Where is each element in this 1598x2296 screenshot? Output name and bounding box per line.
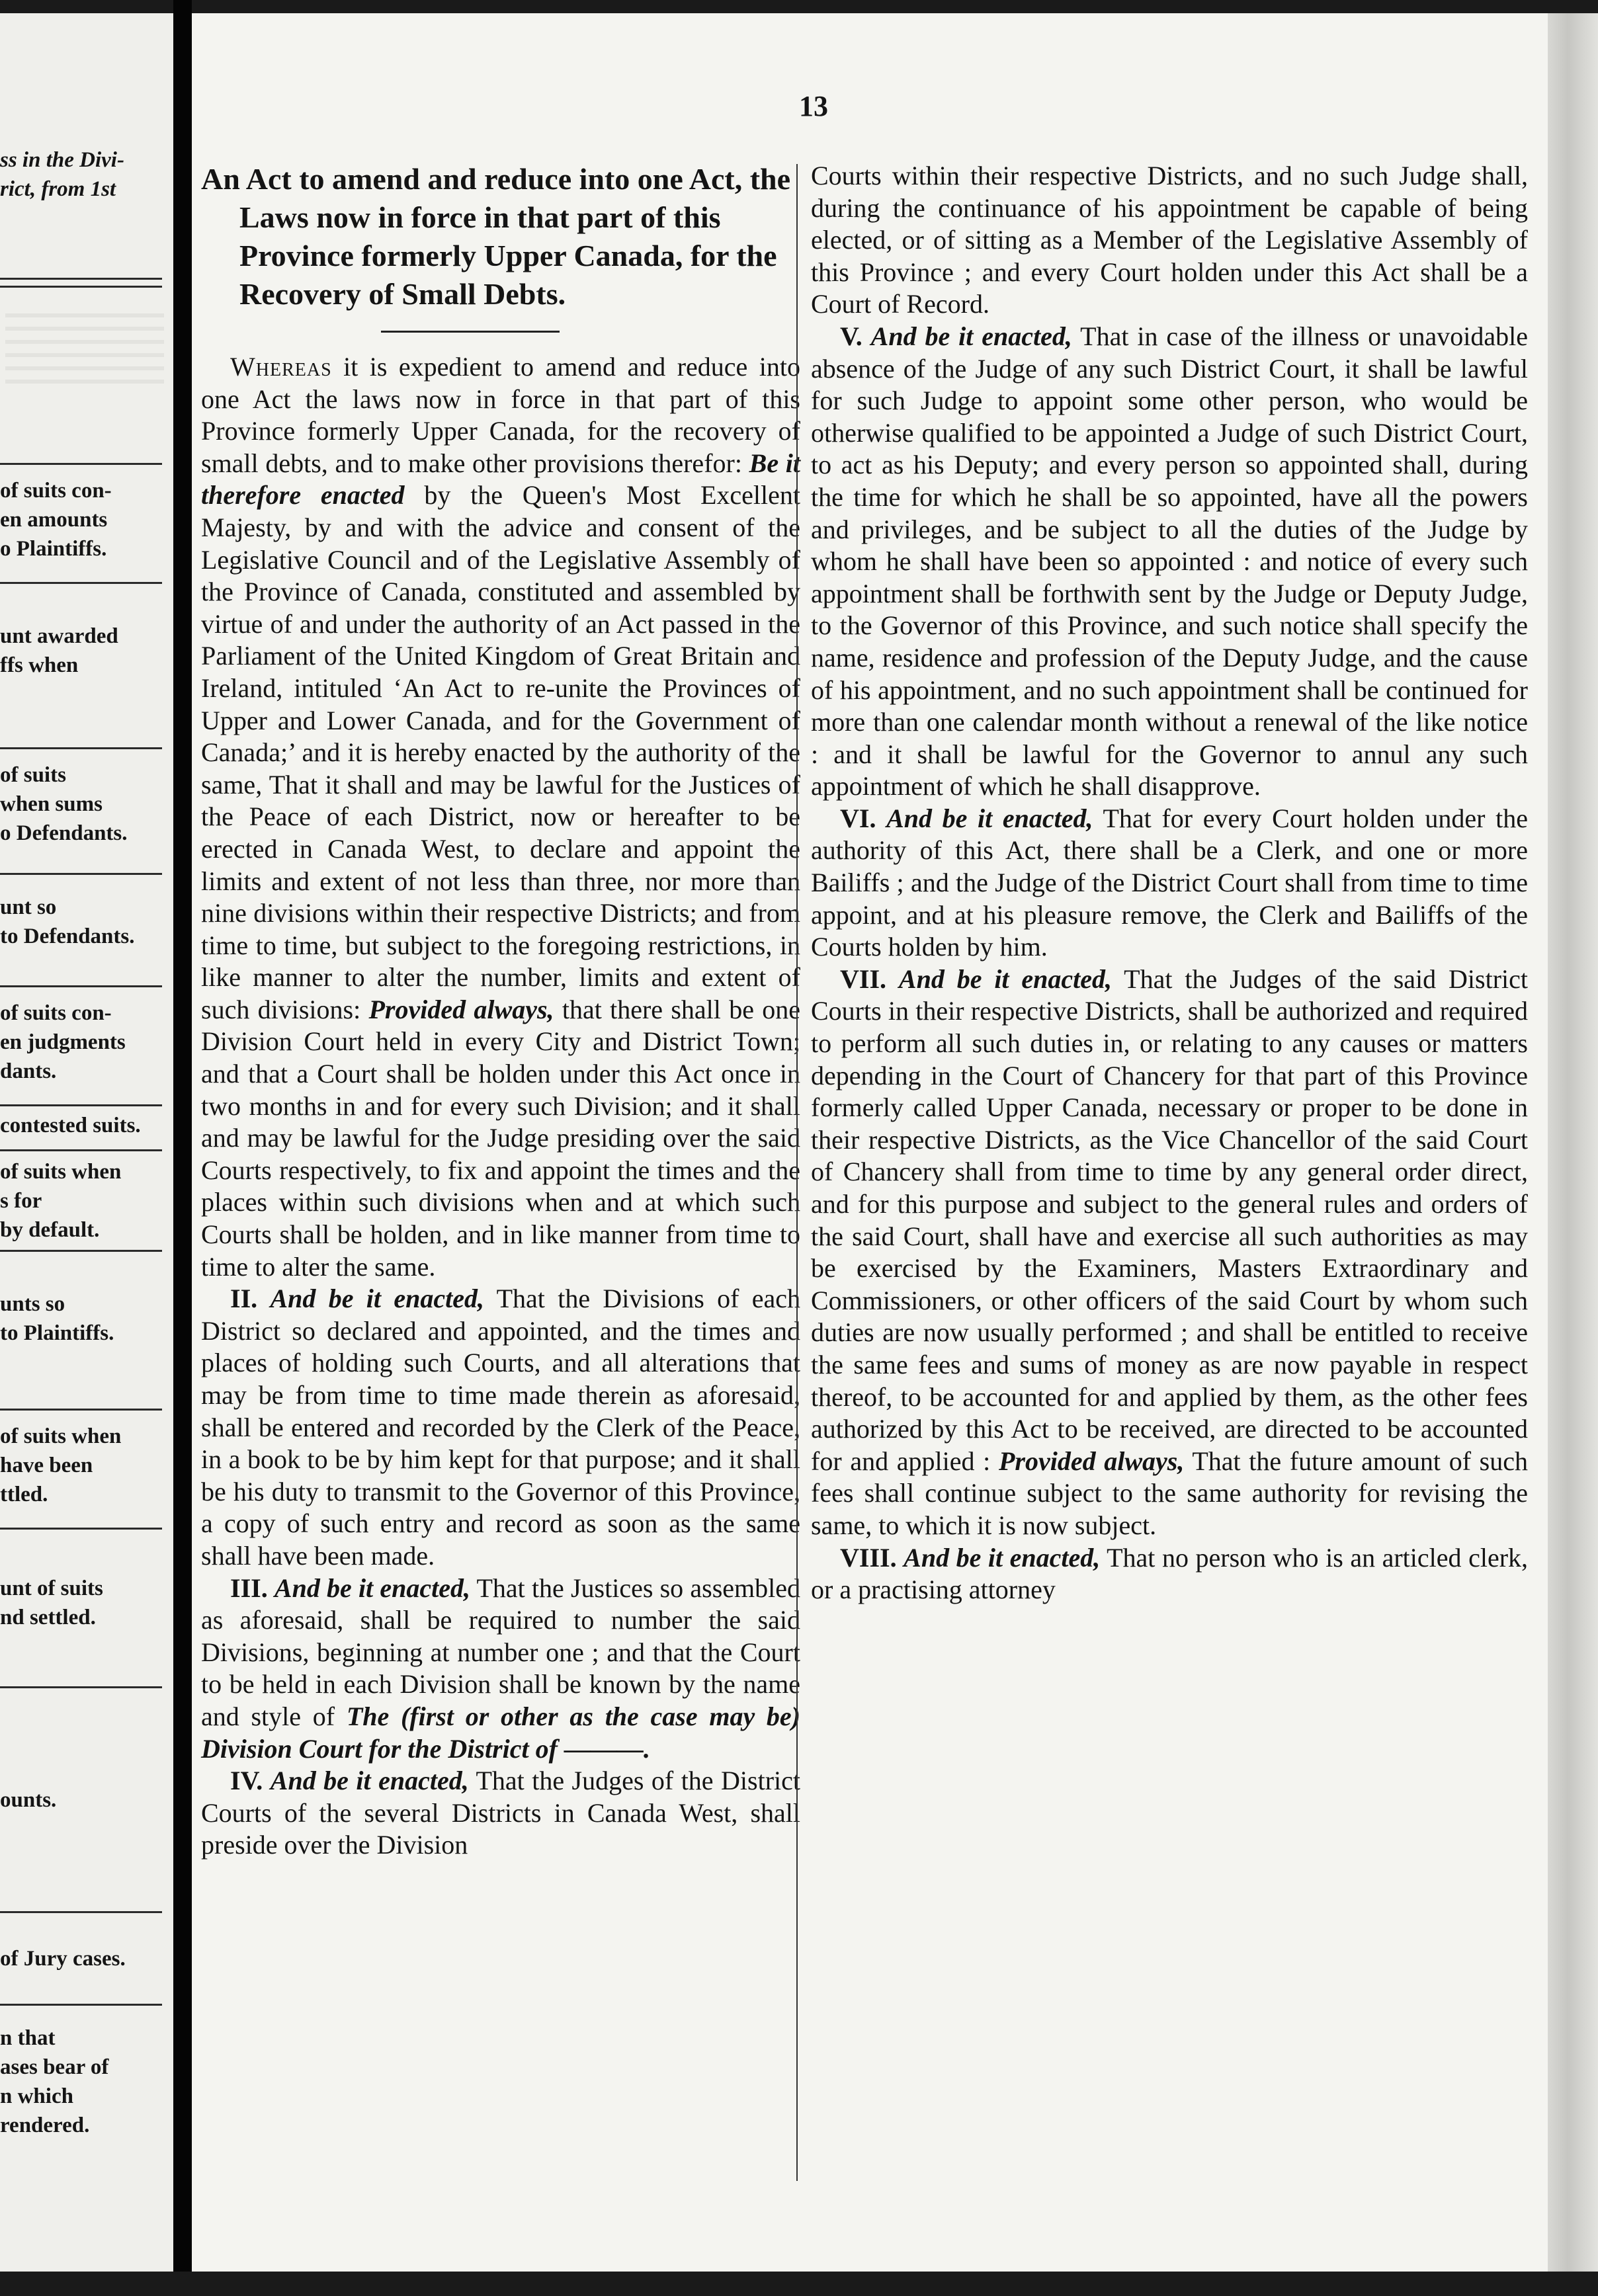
proviso-phrase: Provided always, xyxy=(998,1446,1185,1476)
margin-rule xyxy=(0,1686,162,1688)
section-text: That in case of the illness or unavoidable absence of the Judge of any such District Court, it shall be lawful for such Judge to appoint some other person, who would be otherwise qualified to be appointed a Judge of such District Court, to act as his Deputy; and every person so appointed shall, during the time for which he shall be so appointed, have all the powers and privileges, and be subject to all the duties of the Judge by whom he shall have been so appointed : and notice of every such appointment shall be forthwith sent by the Judge or Deputy Judge, to the Governor of this Province, and such notice shall specify the name, residence and profession of the Deputy Judge, and the cause of his appointment, and no such appointment shall be continued for more than one calendar month without a renewal of the like notice : and it shall be lawful for the Governor to annul any such appointment of which he shall disapprove. xyxy=(811,321,1529,801)
enacting-phrase: And be it enacted, xyxy=(274,1573,470,1603)
section-number: VIII. xyxy=(840,1542,897,1573)
enacting-phrase: And be it enacted, xyxy=(270,1284,484,1314)
margin-rule xyxy=(0,1104,162,1106)
section-text: That the future amount of such fees shall continue subject to the same authority for revising the same, to which it is now subject. xyxy=(811,1446,1529,1540)
section-text: That the Judges of the said District Courts in their respective Districts, shall be authorized and required to perform all such duties in, or relating to any causes or matters depending in the Court of Chancery for that part of this Province formerly called Upper Canada, necessary or proper to be done in their respective Districts, as the Vice Chancellor of the said Court of Chancery shall from time to time by any general order direct, and for this purpose and subject to the general rules and orders of the said Court, shall have and exercise all such authorities as may be exercised by the Examiners, Masters Extraordinary and Commissioners, or other officers of the said Court by whom such duties are now usually performed ; and shall be entitled to receive the same fees and sums of money as are now payable in respect thereof, to be accounted for and applied by them, as the other fees authorized by this Act to be received, are directed to be accounted for and applied : xyxy=(811,964,1529,1476)
margin-rule xyxy=(0,1911,162,1913)
act-title: An Act to amend and reduce into one Act, the Laws now in force in that part of this Province formerly Upper Canada, for the Recovery of Small Debts. xyxy=(201,162,791,311)
margin-rule xyxy=(0,985,162,987)
section-7 xyxy=(811,964,1528,1542)
section-3 xyxy=(192,1573,800,1766)
margin-note-6: of suits con- en judgments dants. xyxy=(0,1001,126,1083)
margin-rule xyxy=(0,747,162,749)
faded-text xyxy=(5,304,164,384)
margin-note-1: ss in the Divi- rict, from 1st xyxy=(0,148,124,201)
preamble-paragraph xyxy=(192,351,800,1283)
title-rule xyxy=(381,331,560,333)
margin-rule xyxy=(0,463,162,465)
margin-note-9: unts so to Plaintiffs. xyxy=(0,1292,114,1345)
left-column xyxy=(192,160,800,1862)
margin-note-11: unt of suits nd settled. xyxy=(0,1577,103,1629)
court-style-phrase: The (first or other as the case may be) Division Court for the District of ———. xyxy=(201,1701,801,1764)
column-divider xyxy=(796,164,798,2181)
right-column xyxy=(811,160,1528,1606)
page-number: 13 xyxy=(799,90,828,122)
margin-note-7: contested suits. xyxy=(0,1114,141,1137)
margin-note-14: n that ases bear of n which rendered. xyxy=(0,2026,109,2137)
book-gutter xyxy=(173,0,192,2296)
enacting-phrase: And be it enacted, xyxy=(898,964,1113,994)
section-4-continued: Courts within their respective Districts, and no such Judge shall, during the continuance of his appointment be capable of being elected, or of sitting as a Member of the Legislative Assembly of this Province ; and every Court holden under this Act shall be a Court of Record. xyxy=(811,161,1528,319)
section-text: That the Justices so assembled as aforesaid, shall be required to number the said Divisions, beginning at number one ; and that the Court to be held in each Division shall be known by the name and style of xyxy=(201,1573,800,1731)
margin-rule xyxy=(0,278,162,280)
preamble-lead: Whereas xyxy=(230,352,332,382)
preamble-text: it is expedient to amend and reduce into one Act the laws now in force in that part of this Province formerly Upper Canada, for the recovery of small debts, and to make other provisions therefor: xyxy=(201,352,800,478)
margin-rule xyxy=(0,873,162,875)
section-5 xyxy=(811,321,1528,803)
section-number: VI. xyxy=(840,803,876,833)
margin-note-3: unt awarded ffs when xyxy=(0,624,118,677)
proviso-phrase: Provided always, xyxy=(368,994,554,1024)
section-2 xyxy=(192,1283,800,1572)
margin-note-8: of suits when s for by default. xyxy=(0,1160,122,1242)
margin-rule xyxy=(0,1409,162,1411)
margin-rule xyxy=(0,582,162,584)
section-number: V. xyxy=(840,321,862,351)
margin-note-10: of suits when have been ttled. xyxy=(0,1424,122,1506)
enacting-phrase: And be it enacted, xyxy=(870,321,1072,351)
page-edge xyxy=(1548,13,1598,2272)
section-text: That for every Court holden under the authority of this Act, there shall be a Clerk, and one or more Bailiffs ; and the Judge of the District Court shall from time to time appoint, and at his pleasure remove, the Clerk and Bailiffs of the Courts holden by him. xyxy=(811,803,1528,962)
section-8 xyxy=(811,1542,1528,1606)
scan-border xyxy=(0,2272,1598,2296)
margin-rule xyxy=(0,1528,162,1530)
margin-rule xyxy=(0,1149,162,1151)
document-page xyxy=(192,13,1548,2272)
enacting-phrase: And be it enacted, xyxy=(886,803,1093,833)
margin-note-13: of Jury cases. xyxy=(0,1947,126,1971)
margin-note-4: of suits when sums o Defendants. xyxy=(0,763,128,845)
enacting-phrase: Be it therefore enacted xyxy=(201,448,800,511)
enacting-phrase: And be it enacted, xyxy=(270,1766,469,1796)
margin-note-2: of suits con- en amounts o Plaintiffs. xyxy=(0,479,112,561)
section-number: III. xyxy=(230,1573,268,1603)
margin-rule xyxy=(0,2004,162,2006)
section-text: That the Divisions of each District so declared and appointed, and the times and places of holding such Courts, and all alterations that may be from time to time made therein as aforesaid, shall be entered and recorded by the Clerk of the Peace, in a book to be by him kept for that purpose; and it shall be his duty to transmit to the Governor of this Province, a copy of such entry and record as soon as the same shall have been made. xyxy=(201,1284,801,1571)
section-4 xyxy=(192,1765,800,1862)
margin-note-12: ounts. xyxy=(0,1788,57,1812)
enacting-phrase: And be it enacted, xyxy=(904,1542,1101,1573)
preamble-text: by the Queen's Most Excellent Majesty, by and with the advice and consent of the Legislative Council and of the Legislative Assembly of the Province of Canada, constituted and assembled by virtue of and under the authority of an Act passed in the Parliament of the United Kingdom of Great Britain and Ireland, intituled ‘An Act to re-unite the Provinces of Upper and Lower Canada, and for the Government of Canada;’ and it is hereby enacted by the authority of the same, That it shall and may be lawful for the Justices of the Peace of each District, now or hereafter to be erected in Canada West, to declare and appoint the limits and extent of not less than three, nor more than nine divisions within their respective Districts; and from time to time, but subject to the foregoing restrictions, in like manner to alter the number, limits and extent of such divisions: xyxy=(201,480,800,1024)
margin-rule xyxy=(0,1250,162,1252)
section-6 xyxy=(811,803,1528,964)
section-text: That no person who is an articled clerk, or a practising attorney xyxy=(811,1542,1529,1605)
margin-rule xyxy=(0,286,162,288)
section-number: II. xyxy=(230,1284,258,1314)
facing-page-margin xyxy=(0,13,173,2275)
section-text: That the Judges of the District Courts of the several Districts in Canada West, shall preside over the Division xyxy=(201,1766,801,1860)
margin-note-5: unt so to Defendants. xyxy=(0,895,135,948)
section-number: VII. xyxy=(840,964,887,994)
section-number: IV. xyxy=(230,1766,263,1796)
preamble-text: that there shall be one Division Court held in every City and District Town; and that a Court shall be holden under this Act once in two months in and for every such Division; and it shall and may be lawful for the Judge presiding over the said Courts respectively, to fix and appoint the times and the places within such divisions when and at which such Courts shall be holden, and in like manner from time to time to alter the same. xyxy=(201,994,800,1282)
